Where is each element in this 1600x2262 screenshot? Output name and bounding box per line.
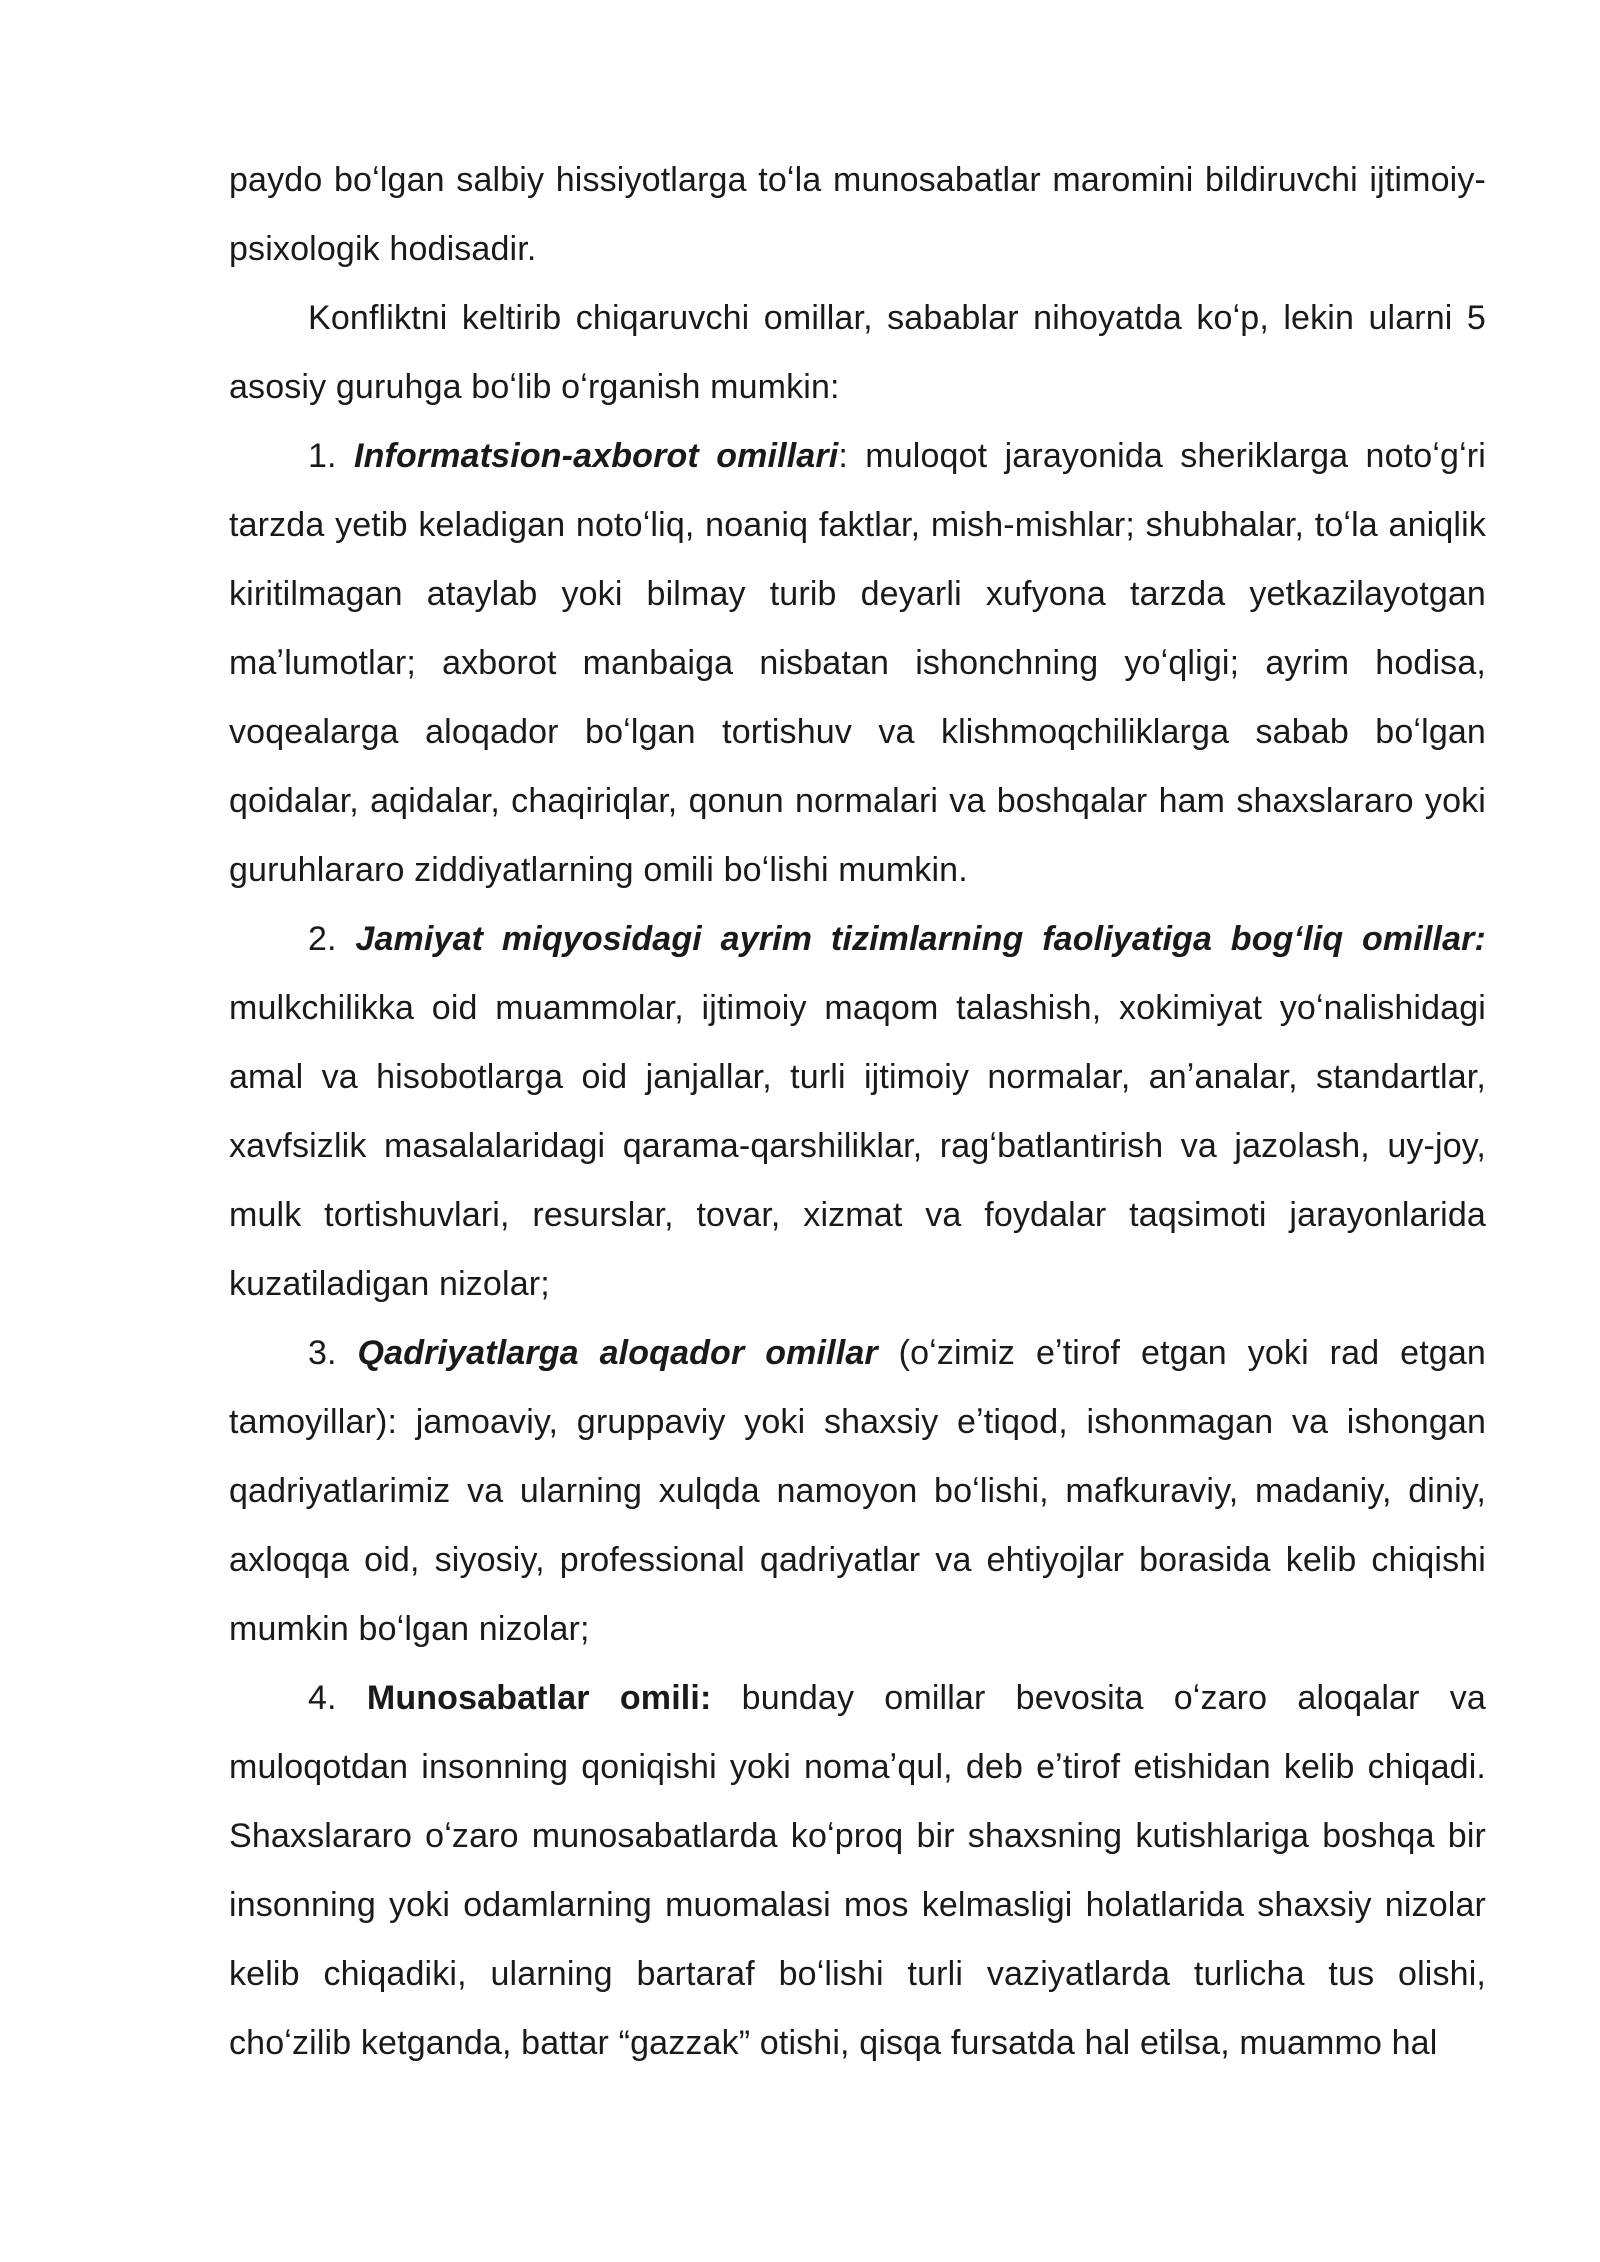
list-item-text: mulkchilikka oid muammolar, ijtimoiy maqom talashish, xokimiyat yoʻnalishidagi amal va hisobotlarga oid janjallar, turli ijtimoiy normalar, anʼanalar, standartlar, xavfsizlik masalalaridagi qarama-qarshiliklar, ragʻbatlantirish va jazolash, uy-joy, mulk tortishuvlari, resurslar, tovar, xizmat va foydalar taqsimoti jarayonlarida kuzatiladigan nizolar;: [229, 989, 1486, 1303]
list-item-heading: Munosabatlar omili:: [366, 1679, 712, 1717]
paragraph-intro: Konfliktni keltirib chiqaruvchi omillar, sabablar nihoyatda koʻp, lekin ularni 5 asosiy guruhga boʻlib oʻrganish mumkin:: [229, 299, 1486, 406]
paragraph-continuation: paydo boʻlgan salbiy hissiyotlarga toʻla munosabatlar maromini bildiruvchi ijtimoiy-psixologik hodisadir.: [229, 161, 1486, 268]
list-item-4: [229, 1664, 1486, 2078]
list-item-text: (oʻzimiz eʼtirof etgan yoki rad etgan tamoyillar): jamoaviy, gruppaviy yoki shaxsiy eʼtiqod, ishonmagan va ishongan qadriyatlarimiz va ularning xulqda namoyon boʻlishi, mafkuraviy, madaniy, diniy, axloqqa oid, siyosiy, professional qadriyatlar va ehtiyojlar borasida kelib chiqishi mumkin boʻlgan nizolar;: [229, 1334, 1486, 1648]
list-item-2: [229, 905, 1486, 1319]
list-item-heading: Qadriyatlarga aloqador omillar: [357, 1334, 878, 1372]
list-item-text: bunday omillar bevosita oʻzaro aloqalar va muloqotdan insonning qoniqishi yoki nomaʼqul, deb eʼtirof etishidan kelib chiqadi. Shaxslararo oʻzaro munosabatlarda koʻproq bir shaxsning kutishlariga boshqa bir insonning yoki odamlarning muomalasi mos kelmasligi holatlarida shaxsiy nizolar kelib chiqadiki, ularning bartaraf boʻlishi turli vaziyatlarda turlicha tus olishi, choʻzilib ketganda, battar “gazzak” otishi, qisqa fursatda hal etilsa, muammo hal: [229, 1679, 1486, 2062]
list-item-number: 2.: [308, 920, 337, 958]
list-item-3: [229, 1319, 1486, 1664]
list-item-text: : muloqot jarayonida sheriklarga notoʻgʻri tarzda yetib keladigan notoʻliq, noaniq faktlar, mish-mishlar; shubhalar, toʻla aniqlik kiritilmagan ataylab yoki bilmay turib deyarli xufyona tarzda yetkazilayotgan maʼlumotlar; axborot manbaiga nisbatan ishonchning yoʻqligi; ayrim hodisa, voqealarga aloqador boʻlgan tortishuv va klishmoqchiliklarga sabab boʻlgan qoidalar, aqidalar, chaqiriqlar, qonun normalari va boshqalar ham shaxslararo yoki guruhlararo ziddiyatlarning omili boʻlishi mumkin.: [229, 437, 1486, 889]
list-item-heading: Jamiyat miqyosidagi ayrim tizimlarning faoliyatiga bogʻliq omillar:: [355, 920, 1486, 958]
list-item-number: 1.: [308, 437, 337, 475]
document-body: [229, 146, 1486, 2078]
list-item-1: [229, 422, 1486, 905]
list-item-number: 4.: [308, 1679, 337, 1717]
list-item-number: 3.: [308, 1334, 337, 1372]
list-item-heading: Informatsion-axborot omillari: [353, 437, 839, 475]
